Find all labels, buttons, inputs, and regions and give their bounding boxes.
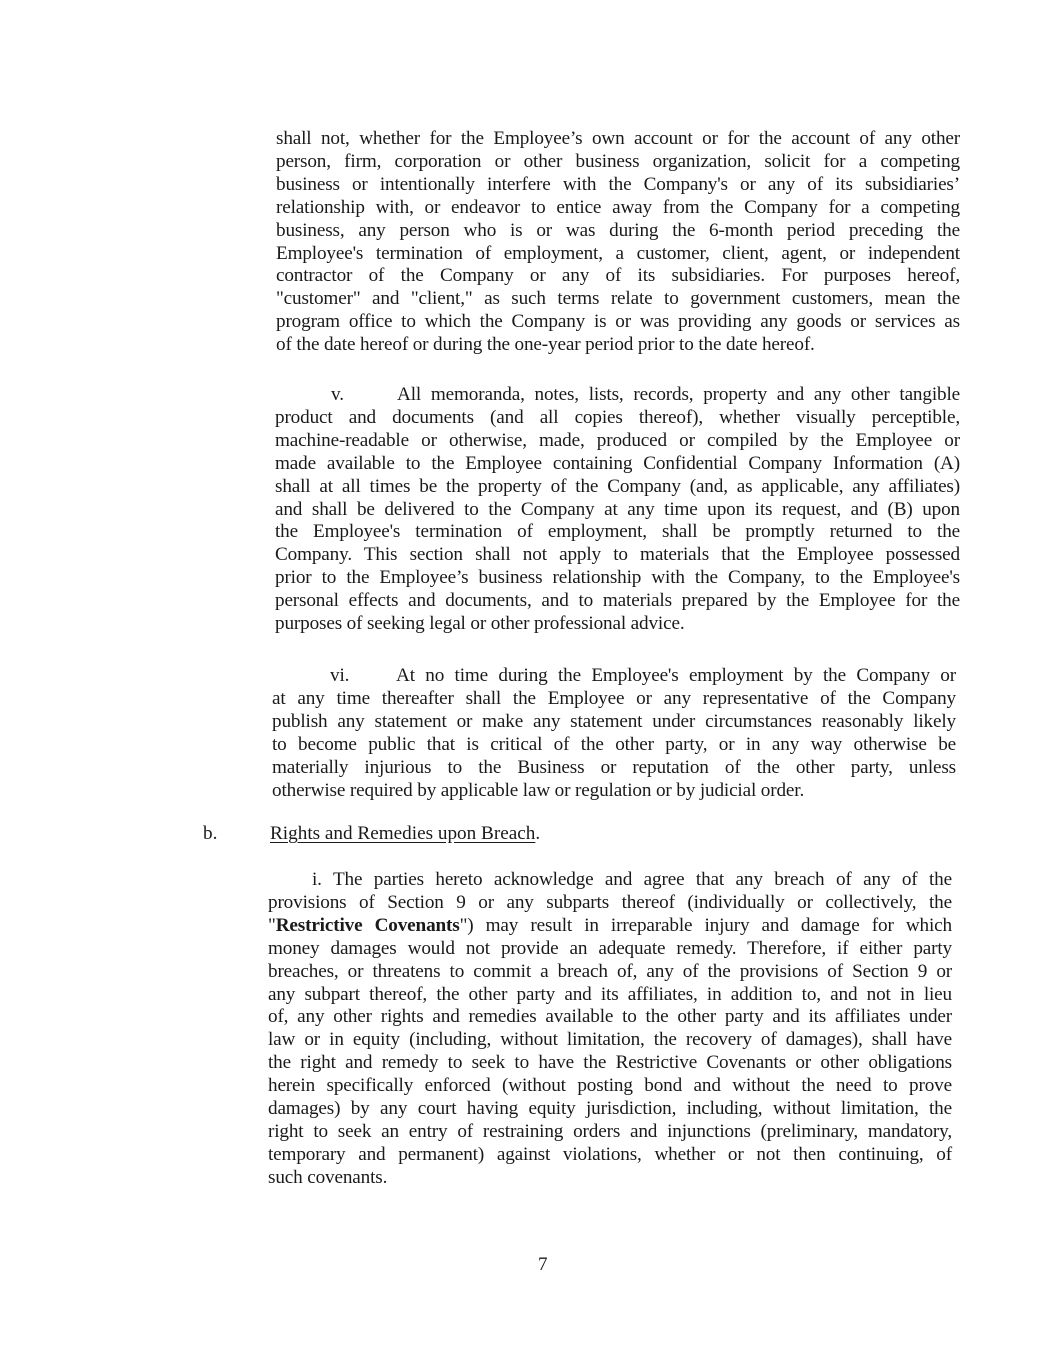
text-line: relationship with, or endeavor to entice away from the Company for a competing bbox=[276, 196, 960, 218]
text-line: of, any other rights and remedies available to the other party and its affiliates under bbox=[268, 1006, 952, 1028]
text-line: right to seek an entry of restraining orders and injunctions (preliminary, mandatory, bbox=[268, 1120, 952, 1142]
text-line: any subpart thereof, the other party and its affiliates, in addition to, and not in lieu bbox=[268, 983, 952, 1005]
section-heading-suffix: . bbox=[535, 823, 541, 844]
text-line: and shall be delivered to the Company at any time upon its request, and (B) upon bbox=[275, 498, 960, 520]
text-line: personal effects and documents, and to materials prepared by the Employee for the bbox=[275, 590, 960, 612]
section-heading bbox=[270, 823, 540, 846]
defined-term-restrictive-covenants: Restrictive Covenants bbox=[275, 914, 460, 936]
page-number: 7 bbox=[538, 1254, 548, 1275]
text-line: i. The parties hereto acknowledge and agree that any breach of any of the bbox=[312, 869, 952, 890]
text-line-with-defined-term bbox=[268, 915, 952, 938]
text-fragment: ") may result in irreparable injury and damage for which bbox=[459, 914, 952, 936]
paragraph-item-i bbox=[268, 869, 952, 1190]
section-label-b: b. bbox=[203, 823, 218, 844]
item-label: vi. bbox=[330, 665, 350, 686]
text-line: shall not, whether for the Employee’s own account or for the account of any other bbox=[276, 128, 960, 149]
item-first-line bbox=[272, 665, 956, 688]
text-line: All memoranda, notes, lists, records, property and any other tangible bbox=[397, 384, 960, 405]
text-line: breaches, or threatens to commit a breach of, any of the provisions of Section 9 or bbox=[268, 960, 952, 982]
text-line: purposes of seeking legal or other professional advice. bbox=[275, 613, 685, 635]
text-line: temporary and permanent) against violations, whether or not then continuing, of bbox=[268, 1143, 952, 1165]
text-line: materially injurious to the Business or reputation of the other party, unless bbox=[272, 756, 956, 778]
section-heading-text: Rights and Remedies upon Breach bbox=[270, 823, 536, 844]
text-line: herein specifically enforced (without posting bond and without the need to prove bbox=[268, 1075, 952, 1097]
text-line: money damages would not provide an adequate remedy. Therefore, if either party bbox=[268, 937, 952, 959]
text-line: law or in equity (including, without limitation, the recovery of damages), shall have bbox=[268, 1029, 952, 1051]
text-line: business or intentionally interfere with the Company's or any of its subsidiaries’ bbox=[276, 173, 960, 195]
text-line: contractor of the Company or any of its subsidiaries. For purposes hereof, bbox=[276, 265, 960, 287]
text-line: at any time thereafter shall the Employee or any representative of the Company bbox=[272, 687, 956, 709]
paragraph-item-v bbox=[275, 384, 960, 636]
text-line: person, firm, corporation or other business organization, solicit for a competing bbox=[276, 150, 960, 172]
text-line: Employee's termination of employment, a customer, client, agent, or independent bbox=[276, 242, 960, 264]
text-line: otherwise required by applicable law or regulation or by judicial order. bbox=[272, 779, 805, 801]
item-label: v. bbox=[331, 384, 344, 405]
text-line: publish any statement or make any statement under circumstances reasonably likely bbox=[272, 710, 956, 732]
text-line: the Employee's termination of employment, shall be promptly returned to the bbox=[275, 521, 960, 543]
text-line: machine-readable or otherwise, made, produced or compiled by the Employee or bbox=[275, 429, 960, 451]
text-line: the right and remedy to seek to have the Restrictive Covenants or other obligations bbox=[268, 1052, 952, 1074]
quote-open: " bbox=[268, 914, 276, 936]
text-line: At no time during the Employee's employment by the Company or bbox=[396, 665, 956, 686]
text-line: shall at all times be the property of the Company (and, as applicable, any affiliates) bbox=[275, 475, 960, 497]
text-line: Company. This section shall not apply to materials that the Employee possessed bbox=[275, 544, 960, 566]
text-line: program office to which the Company is or was providing any goods or services as bbox=[276, 311, 960, 333]
item-first-line bbox=[275, 384, 960, 407]
paragraph-item-vi bbox=[272, 665, 956, 802]
text-line: business, any person who is or was during the 6-month period preceding the bbox=[276, 219, 960, 241]
text-line: such covenants. bbox=[268, 1166, 388, 1188]
text-line: prior to the Employee’s business relationship with the Company, to the Employee's bbox=[275, 567, 960, 589]
text-line: made available to the Employee containing Confidential Company Information (A) bbox=[275, 452, 960, 474]
text-line: "customer" and "client," as such terms relate to government customers, mean the bbox=[276, 288, 960, 310]
text-line: product and documents (and all copies thereof), whether visually perceptible, bbox=[275, 406, 960, 428]
paragraph-continued bbox=[276, 128, 960, 357]
text-line: damages) by any court having equity jurisdiction, including, without limitation, the bbox=[268, 1098, 952, 1120]
text-line: of the date hereof or during the one-year period prior to the date hereof. bbox=[276, 334, 815, 356]
text-line: to become public that is critical of the other party, or in any way otherwise be bbox=[272, 733, 956, 755]
text-line: provisions of Section 9 or any subparts thereof (individually or collectively, the bbox=[268, 891, 952, 913]
